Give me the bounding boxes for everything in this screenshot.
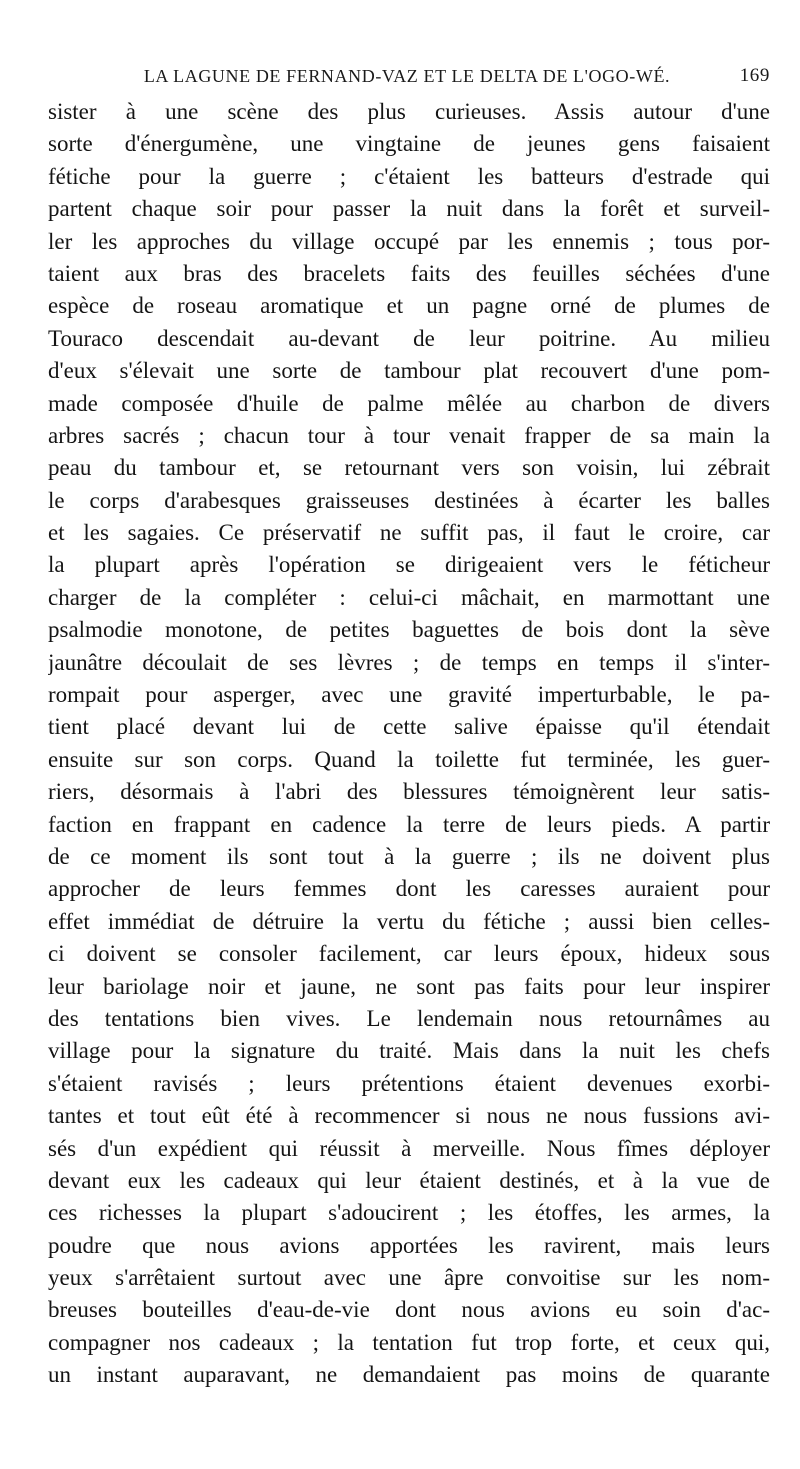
text-line: la plupart après l'opération se dirigeaient vers le féticheur [48,552,770,578]
text-line: des tentations bien vives. Le lendemain nous retournâmes au [48,1005,770,1031]
text-line: ler les approches du village occupé par les ennemis ; tous por- [48,228,770,254]
text-line: ensuite sur son corps. Quand la toilette fut terminée, les guer- [48,746,770,772]
text-line: tient placé devant lui de cette salive épaisse qu'il étendait [48,714,770,740]
text-line: partent chaque soir pour passer la nuit dans la forêt et surveil- [48,196,770,222]
text-line: approcher de leurs femmes dont les caresses auraient pour [48,876,770,902]
text-line: jaunâtre découlait de ses lèvres ; de temps en temps il s'inter- [48,649,770,675]
text-line: charger de la compléter : celui-ci mâchait, en marmottant une [48,584,770,610]
text-line: poudre que nous avions apportées les ravirent, mais leurs [48,1232,770,1258]
text-line: tantes et tout eût été à recommencer si nous ne nous fussions avi- [48,1103,770,1129]
text-line: riers, désormais à l'abri des blessures témoignèrent leur satis- [48,779,770,805]
text-line: sorte d'énergumène, une vingtaine de jeunes gens faisaient [48,131,770,157]
page-number: 169 [739,65,770,86]
text-line: d'eux s'élevait une sorte de tambour plat recouvert d'une pom- [48,358,770,384]
body-paragraph [48,96,770,1392]
text-line: yeux s'arrêtaient surtout avec une âpre convoitise sur les nom- [48,1265,770,1291]
text-line: et les sagaies. Ce préservatif ne suffit pas, il faut le croire, car [48,520,770,546]
text-line: effet immédiat de détruire la vertu du fétiche ; aussi bien celles- [48,908,770,934]
text-line: Touraco descendait au-devant de leur poitrine. Au milieu [48,325,770,351]
text-line: arbres sacrés ; chacun tour à tour venait frapper de sa main la [48,422,770,448]
text-line: espèce de roseau aromatique et un pagne orné de plumes de [48,293,770,319]
text-line: made composée d'huile de palme mêlée au charbon de divers [48,390,770,416]
text-line: psalmodie monotone, de petites baguettes de bois dont la sève [48,617,770,643]
text-line: ces richesses la plupart s'adoucirent ; les étoffes, les armes, la [48,1200,770,1226]
text-line: village pour la signature du traité. Mais dans la nuit les chefs [48,1038,770,1064]
running-head [48,62,770,90]
text-line: fétiche pour la guerre ; c'étaient les batteurs d'estrade qui [48,163,770,189]
running-title: LA LAGUNE DE FERNAND-VAZ ET LE DELTA DE L'OGO-WÉ. [143,65,671,86]
text-line: devant eux les cadeaux qui leur étaient destinés, et à la vue de [48,1167,770,1193]
text-line: s'étaient ravisés ; leurs prétentions étaient devenues exorbi- [48,1070,770,1096]
text-line: un instant auparavant, ne demandaient pas moins de quarante [48,1362,770,1388]
text-line: breuses bouteilles d'eau-de-vie dont nous avions eu soin d'ac- [48,1297,770,1323]
text-line: le corps d'arabesques graisseuses destinées à écarter les balles [48,487,770,513]
text-line: leur bariolage noir et jaune, ne sont pas faits pour leur inspirer [48,973,770,999]
text-line: peau du tambour et, se retournant vers son voisin, lui zébrait [48,455,770,481]
text-line: faction en frappant en cadence la terre de leurs pieds. A partir [48,811,770,837]
text-line: sés d'un expédient qui réussit à merveille. Nous fîmes déployer [48,1135,770,1161]
text-line: compagner nos cadeaux ; la tentation fut trop forte, et ceux qui, [48,1329,770,1355]
text-line: taient aux bras des bracelets faits des feuilles séchées d'une [48,260,770,286]
text-line: sister à une scène des plus curieuses. Assis autour d'une [48,99,770,124]
text-line: rompait pour asperger, avec une gravité imperturbable, le pa- [48,682,770,708]
text-line: de ce moment ils sont tout à la guerre ; ils ne doivent plus [48,843,770,869]
text-line: ci doivent se consoler facilement, car leurs époux, hideux sous [48,941,770,967]
